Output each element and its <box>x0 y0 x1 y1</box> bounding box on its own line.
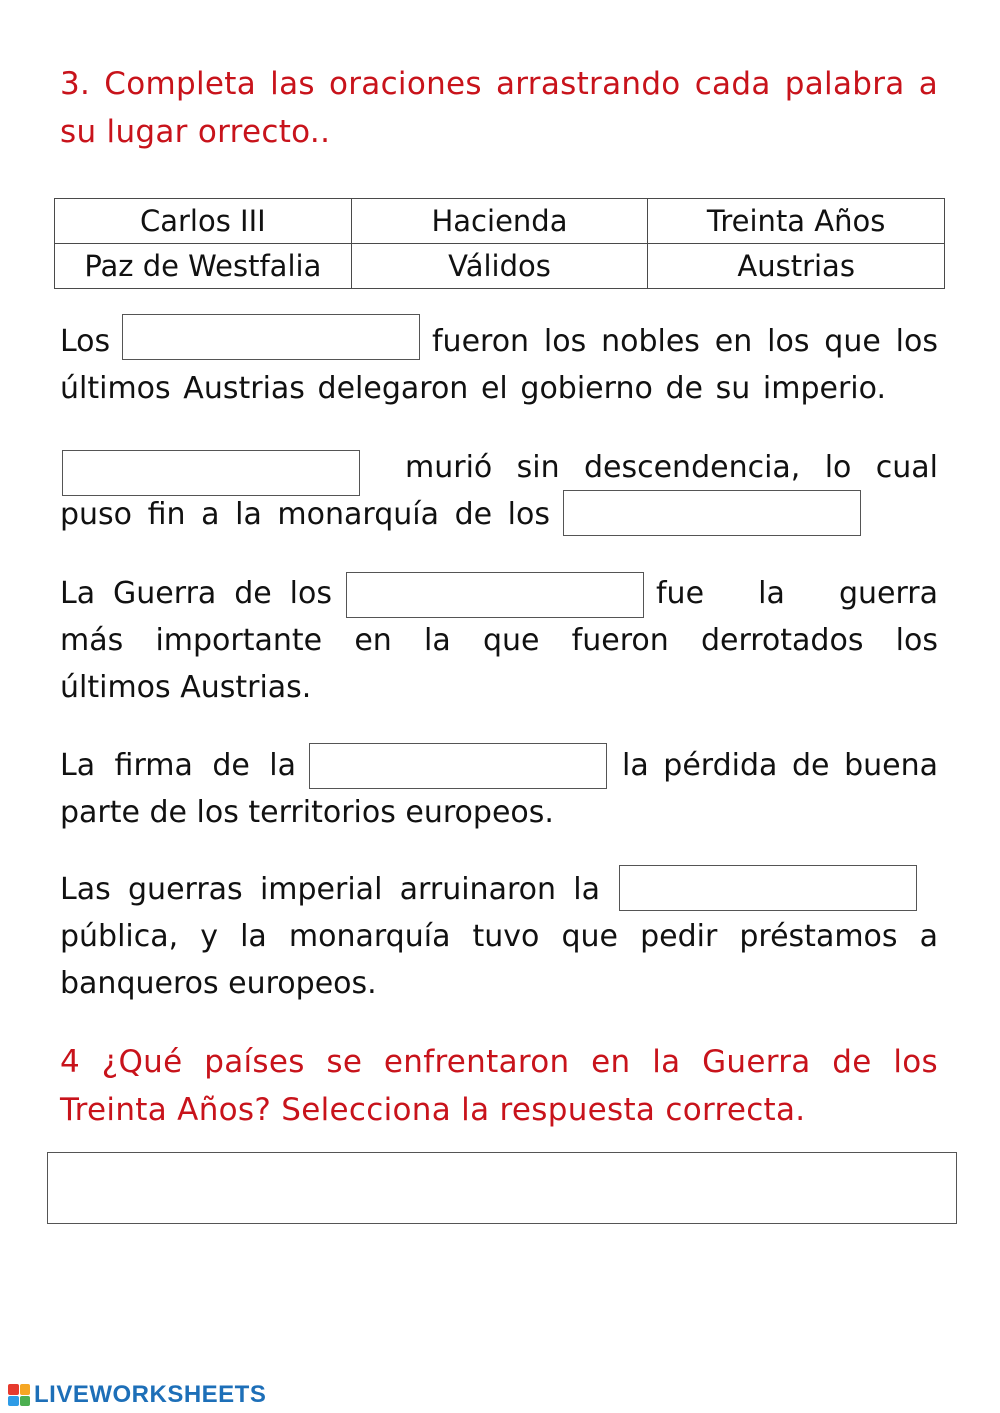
sentence-5-line3: banqueros europeos. <box>60 966 377 1001</box>
liveworksheets-logo-icon <box>8 1384 30 1406</box>
sentence-3-after: fue la guerra <box>656 576 938 611</box>
exercise-4-heading-line2: Treinta Años? Selecciona la respuesta correcta. <box>60 1092 806 1128</box>
exercise-3-heading <box>60 60 938 156</box>
drop-box-1[interactable] <box>122 314 420 360</box>
drop-box-4[interactable] <box>346 572 644 618</box>
exercise-4-heading <box>60 1038 938 1134</box>
sentence-2-after: murió sin descendencia, lo cual <box>405 450 938 485</box>
word-option-hacienda[interactable]: Hacienda <box>351 199 648 244</box>
sentence-4-line2: parte de los territorios europeos. <box>60 795 554 830</box>
sentence-4-after: la pérdida de buena <box>622 748 938 783</box>
logo-square-green <box>20 1396 31 1407</box>
sentence-1-before: Los <box>60 324 111 359</box>
word-bank-row <box>55 199 945 244</box>
liveworksheets-logo[interactable] <box>8 1381 266 1409</box>
sentence-4-before: La firma de la <box>60 748 296 783</box>
sentence-5-before: Las guerras imperial arruinaron la <box>60 872 600 907</box>
word-option-paz-de-westfalia[interactable]: Paz de Westfalia <box>55 244 352 289</box>
logo-square-orange <box>20 1384 31 1395</box>
sentence-3-before: La Guerra de los <box>60 576 332 611</box>
word-option-carlos-iii[interactable]: Carlos III <box>55 199 352 244</box>
drop-box-2[interactable] <box>62 450 360 496</box>
word-option-treinta-anos[interactable]: Treinta Años <box>648 199 945 244</box>
exercise-4-heading-line1: 4 ¿Qué países se enfrentaron en la Guerra de los <box>60 1044 938 1080</box>
drop-box-5[interactable] <box>309 743 607 789</box>
sentence-3-line2: más importante en la que fueron derrotados los <box>60 623 938 658</box>
word-option-validos[interactable]: Válidos <box>351 244 648 289</box>
logo-square-blue <box>8 1396 19 1407</box>
word-bank-table <box>54 198 945 289</box>
exercise-3-heading-line2: su lugar orrecto.. <box>60 114 331 150</box>
exercise-3-heading-line1: 3. Completa las oraciones arrastrando cada palabra a <box>60 66 938 102</box>
logo-square-red <box>8 1384 19 1395</box>
sentence-1-after: fueron los nobles en los que los <box>432 324 938 359</box>
word-bank-row <box>55 244 945 289</box>
answer-select-box[interactable] <box>47 1152 957 1224</box>
sentence-5-line2: pública, y la monarquía tuvo que pedir préstamos a <box>60 919 938 954</box>
sentence-1-line2: últimos Austrias delegaron el gobierno de su imperio. <box>60 371 886 406</box>
logo-text: LIVEWORKSHEETS <box>34 1381 267 1408</box>
word-option-austrias[interactable]: Austrias <box>648 244 945 289</box>
sentence-3-line3: últimos Austrias. <box>60 670 312 705</box>
sentence-2-line2-before: puso fin a la monarquía de los <box>60 497 550 532</box>
drop-box-6[interactable] <box>619 865 917 911</box>
drop-box-3[interactable] <box>563 490 861 536</box>
